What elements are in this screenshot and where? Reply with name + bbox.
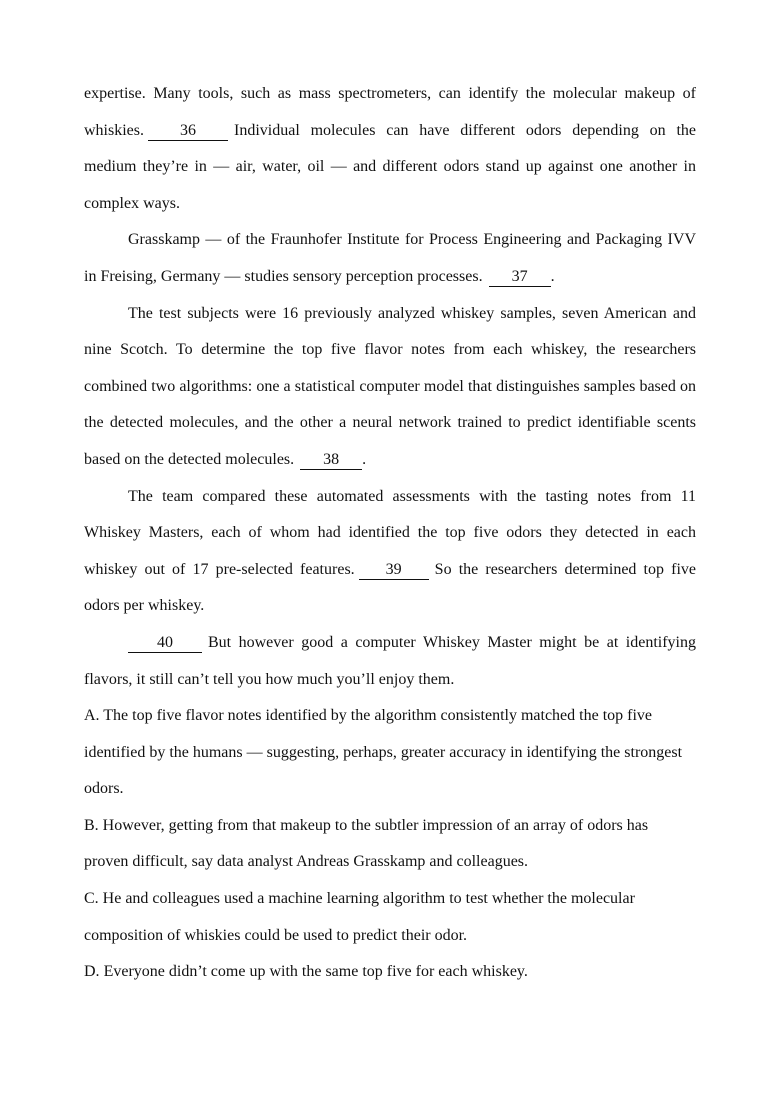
blank-40: 40 — [128, 634, 202, 653]
paragraph-4-text-before: The team compared these automated assessments with the tasting notes from 11 Whiskey Masters, each of whom had identified the top five odors they detected in each whiskey out of 17 pre-selected features. — [84, 487, 696, 578]
option-b — [84, 808, 696, 881]
option-d-text: Everyone didn’t come up with the same top five for each whiskey. — [103, 963, 528, 981]
paragraph-1-text-after: Individual molecules can have different odors depending on the medium they’re in — air, water, oil — and different odors stand up against one another in complex ways. — [84, 121, 696, 212]
blank-36: 36 — [148, 122, 228, 141]
blank-39: 39 — [359, 561, 429, 580]
blank-37: 37 — [489, 268, 551, 287]
option-c-label: C. — [84, 890, 99, 908]
option-a — [84, 698, 696, 808]
paragraph-1 — [84, 76, 696, 222]
paragraph-4 — [84, 479, 696, 625]
paragraph-5 — [84, 625, 696, 698]
option-a-text: The top five flavor notes identified by the algorithm consistently matched the top five identified by the humans — suggesting, perhaps, greater accuracy in identifying the strongest odors. — [84, 707, 683, 798]
paragraph-2-text-before: Grasskamp — of the Fraunhofer Institute for Process Engineering and Packaging IVV in Freising, Germany — studies sensory perception processes. — [84, 231, 696, 285]
paragraph-3-text-before: The test subjects were 16 previously analyzed whiskey samples, seven American and nine Scotch. To determine the top five flavor notes from each whiskey, the researchers combined two algorithms: one a statistical computer model that distinguishes samples based on the detected molecules, and the other a neural network trained to predict identifiable scents based on the detected molecules. — [84, 304, 696, 468]
blank-38: 38 — [300, 451, 362, 470]
paragraph-1-text-before: expertise. Many tools, such as mass spectrometers, can identify the molecular makeup of whiskies. — [84, 85, 696, 139]
option-d-label: D. — [84, 963, 100, 981]
paragraph-3 — [84, 296, 696, 479]
paragraph-2 — [84, 222, 696, 295]
option-c-text: He and colleagues used a machine learning algorithm to test whether the molecular composition of whiskies could be used to predict their odor. — [84, 890, 635, 944]
paragraph-4-text-after: So the researchers determined top five odors per whiskey. — [84, 560, 696, 615]
option-b-text: However, getting from that makeup to the subtler impression of an array of odors has proven difficult, say data analyst Andreas Grasskamp and colleagues. — [84, 816, 649, 871]
document-page — [84, 76, 696, 991]
paragraph-2-text-after: . — [550, 267, 555, 285]
paragraph-3-text-after: . — [362, 450, 367, 468]
paragraph-5-text-after: But however good a computer Whiskey Master might be at identifying flavors, it still can’t tell you how much you’ll enjoy them. — [84, 633, 696, 688]
option-a-label: A. — [84, 707, 100, 725]
option-b-label: B. — [84, 816, 99, 834]
option-d — [84, 954, 696, 991]
option-c — [84, 881, 696, 954]
